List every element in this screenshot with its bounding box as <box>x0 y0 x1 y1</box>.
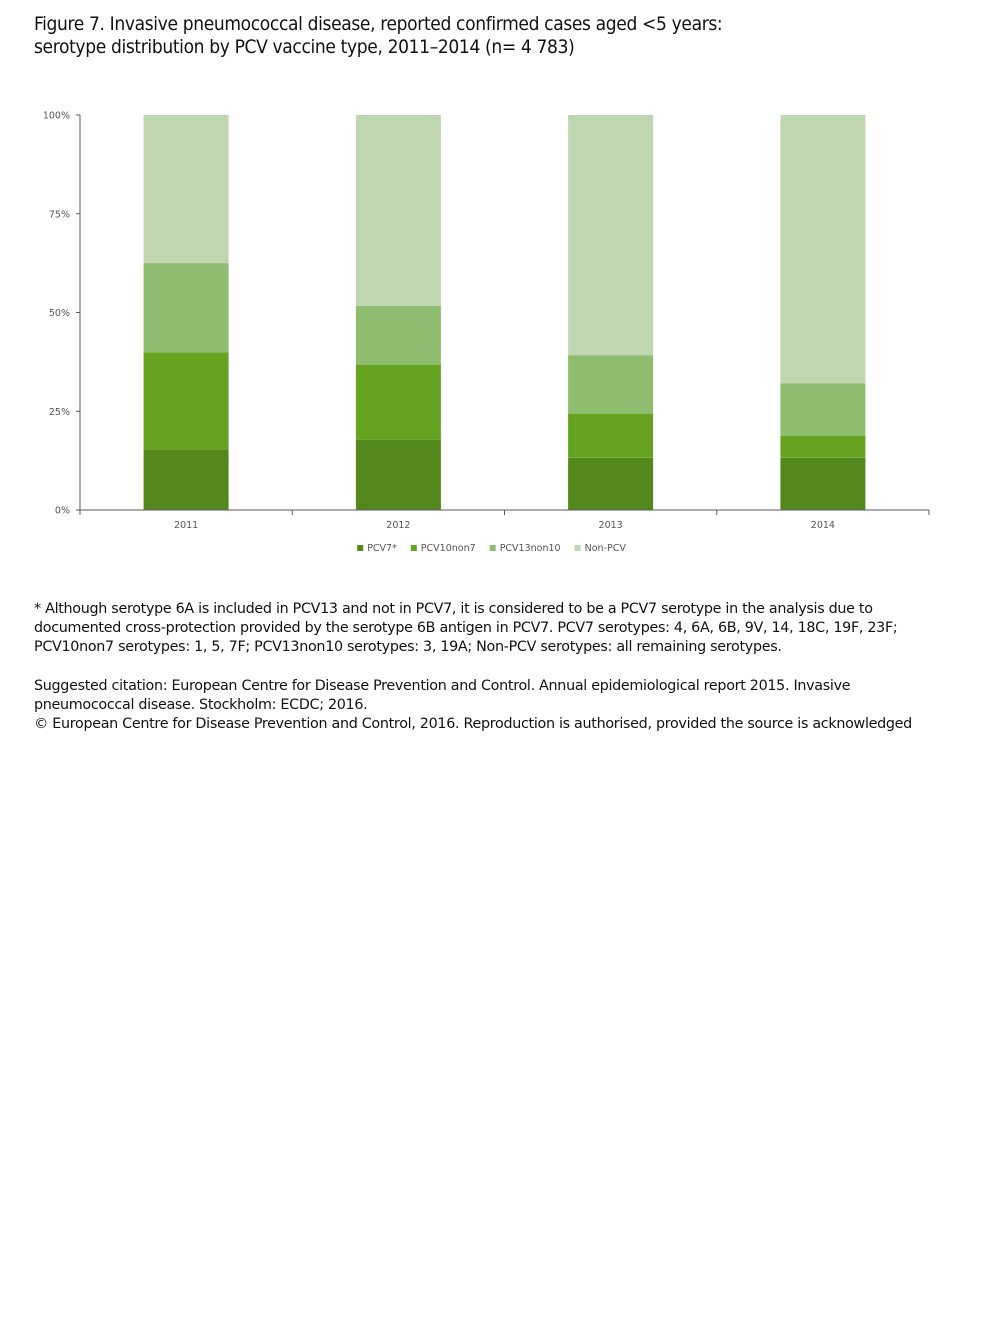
y-tick-label: 0% <box>54 505 70 517</box>
legend-item-pcv7 <box>357 543 397 554</box>
bar-2011-pcv7 <box>144 449 229 510</box>
legend-label: PCV7* <box>367 543 397 554</box>
legend-label: PCV13non10 <box>499 543 561 554</box>
citation-line-2: pneumococcal disease. Stockholm: ECDC; 2016. <box>34 697 368 713</box>
legend <box>357 543 626 554</box>
bar-2013-nonpcv <box>568 115 653 355</box>
bar-2013-pcv13non10 <box>568 355 653 414</box>
bars-group <box>144 115 866 510</box>
bar-2014-pcv10non7 <box>780 436 865 458</box>
legend-swatch <box>357 545 363 551</box>
y-tick-label: 75% <box>48 209 70 221</box>
citation <box>34 677 994 734</box>
citation-line-1: Suggested citation: European Centre for Disease Prevention and Control. Annual epidemiological report 2015. Invasive <box>34 678 851 694</box>
footnote <box>34 600 994 657</box>
bar-2011-pcv10non7 <box>144 352 229 449</box>
legend-swatch <box>411 545 417 551</box>
legend-swatch <box>575 545 581 551</box>
legend-item-nonpcv <box>575 543 627 554</box>
legend-label: PCV10non7 <box>420 543 476 554</box>
bar-2014-pcv7 <box>780 458 865 510</box>
legend-swatch <box>490 545 496 551</box>
bar-2012-pcv13non10 <box>356 306 441 365</box>
figure-title-line-2: serotype distribution by PCV vaccine type, 2011–2014 (n= 4 783) <box>34 36 575 58</box>
x-tick-label: 2013 <box>598 520 623 531</box>
bar-2012-nonpcv <box>356 115 441 306</box>
y-tick-label: 25% <box>48 406 70 418</box>
legend-item-pcv13non10 <box>490 543 561 554</box>
stacked-bar-chart <box>0 0 1008 580</box>
copyright-line: © European Centre for Disease Prevention and Control, 2016. Reproduction is authorised, provided the source is acknowledged <box>34 716 912 732</box>
bar-2014-pcv13non10 <box>780 383 865 436</box>
bar-2014-nonpcv <box>780 115 865 383</box>
bar-2011-pcv13non10 <box>144 263 229 352</box>
footnote-line-2: documented cross-protection provided by the serotype 6B antigen in PCV7. PCV7 serotypes: 4, 6A, 6B, 9V, 14, 18C, 19F, 23F; <box>34 620 898 636</box>
figure-title-line-1: Figure 7. Invasive pneumococcal disease, reported confirmed cases aged <5 years: <box>34 13 723 35</box>
footnote-line-3: PCV10non7 serotypes: 1, 5, 7F; PCV13non10 serotypes: 3, 19A; Non-PCV serotypes: all remaining serotypes. <box>34 639 782 655</box>
x-tick-label: 2012 <box>386 520 411 531</box>
legend-label: Non-PCV <box>584 543 626 554</box>
x-tick-label: 2014 <box>810 520 835 531</box>
legend-item-pcv10non7 <box>411 543 476 554</box>
footnote-line-1: * Although serotype 6A is included in PCV13 and not in PCV7, it is considered to be a PCV7 serotype in the analysis due to <box>34 601 873 617</box>
x-tick-label: 2011 <box>174 520 199 531</box>
y-tick-label: 100% <box>42 110 70 122</box>
bar-2012-pcv10non7 <box>356 365 441 440</box>
bar-2011-nonpcv <box>144 115 229 263</box>
bar-2013-pcv10non7 <box>568 414 653 458</box>
bar-2013-pcv7 <box>568 458 653 510</box>
y-tick-label: 50% <box>48 308 70 319</box>
bar-2012-pcv7 <box>356 440 441 510</box>
